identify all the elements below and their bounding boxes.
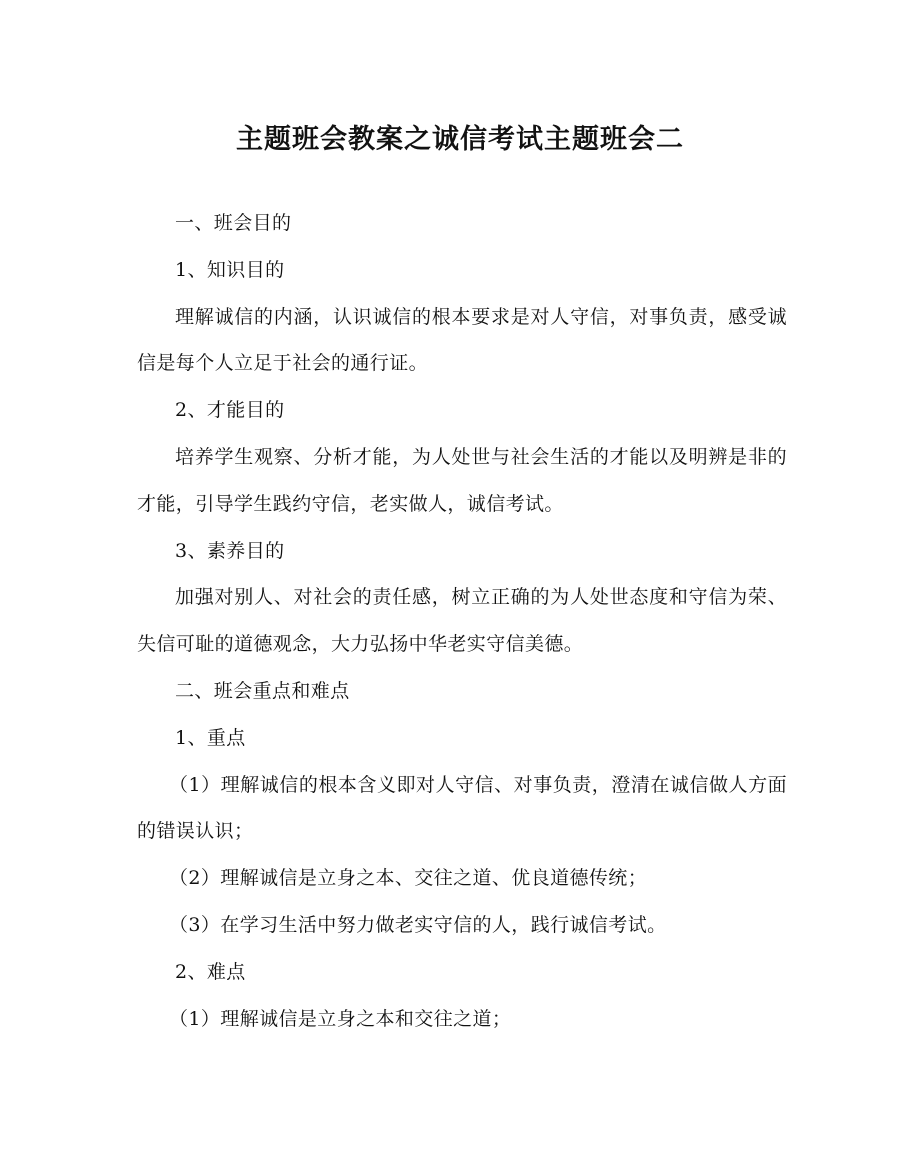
list-item-difficulty-1: （1）理解诚信是立身之本和交往之道；: [169, 1007, 512, 1030]
section-heading-objectives: 一、班会目的: [175, 212, 292, 234]
subheading-difficulties: 2、难点: [175, 960, 246, 983]
subheading-key-points: 1、重点: [175, 726, 246, 749]
subheading-knowledge-objective: 1、知识目的: [175, 258, 285, 281]
subheading-ability-objective: 2、才能目的: [175, 399, 285, 422]
section-heading-key-points: 二、班会重点和难点: [175, 679, 350, 702]
list-item-key-point-2: （2）理解诚信是立身之本、交往之道、优良道德传统；: [169, 867, 648, 890]
list-item-key-point-3: （3）在学习生活中努力做老实守信的人，践行诚信考试。: [169, 913, 667, 936]
paragraph-knowledge-objective: 理解诚信的内涵，认识诚信的根本要求是对人守信，对事负责，感受诚信是每个人立足于社会的通行证。: [137, 305, 787, 375]
document-title: 主题班会教案之诚信考试主题班会二: [236, 124, 684, 155]
subheading-quality-objective: 3、素养目的: [175, 539, 285, 562]
paragraph-ability-objective: 培养学生观察、分析才能，为人处世与社会生活的才能以及明辨是非的才能，引导学生践约守信，老实做人，诚信考试。: [137, 445, 787, 515]
list-item-key-point-1: （1）理解诚信的根本含义即对人守信、对事负责，澄清在诚信做人方面的错误认识；: [137, 773, 787, 843]
document-body: [137, 200, 787, 1042]
paragraph-quality-objective: 加强对别人、对社会的责任感，树立正确的为人处世态度和守信为荣、失信可耻的道德观念，大力弘扬中华老实守信美德。: [137, 586, 787, 656]
